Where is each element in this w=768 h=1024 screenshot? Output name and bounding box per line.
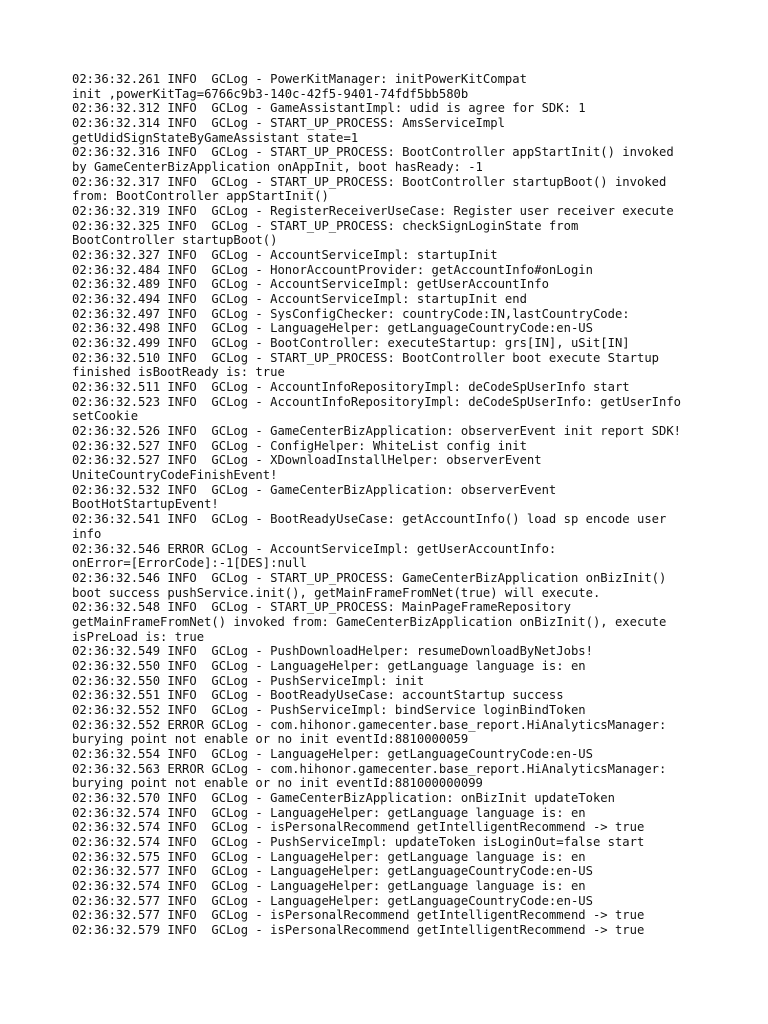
- log-line: 02:36:32.574 INFO GCLog - isPersonalRecommend getIntelligentRecommend -> true: [72, 820, 645, 835]
- log-line: 02:36:32.523 INFO GCLog - AccountInfoRepositoryImpl: deCodeSpUserInfo: getUserInfo: [72, 394, 682, 409]
- log-line: 02:36:32.548 INFO GCLog - START_UP_PROCESS: MainPageFrameRepository: [72, 600, 571, 615]
- log-line: 02:36:32.577 INFO GCLog - isPersonalRecommend getIntelligentRecommend -> true: [72, 908, 645, 923]
- log-line: 02:36:32.574 INFO GCLog - LanguageHelper: getLanguage language is: en: [72, 878, 586, 893]
- log-line: 02:36:32.550 INFO GCLog - LanguageHelper: getLanguage language is: en: [72, 658, 586, 673]
- log-line: 02:36:32.574 INFO GCLog - PushServiceImpl: updateToken isLoginOut=false start: [72, 834, 645, 849]
- log-line: 02:36:32.316 INFO GCLog - START_UP_PROCESS: BootController appStartInit() invoked: [72, 145, 674, 160]
- log-line: 02:36:32.546 ERROR GCLog - AccountServiceImpl: getUserAccountInfo:: [72, 541, 557, 556]
- log-line: 02:36:32.497 INFO GCLog - SysConfigChecker: countryCode:IN,lastCountryCode:: [72, 306, 630, 321]
- log-line: 02:36:32.319 INFO GCLog - RegisterReceiverUseCase: Register user receiver execute: [72, 204, 674, 219]
- log-line: 02:36:32.532 INFO GCLog - GameCenterBizApplication: observerEvent: [72, 482, 557, 497]
- log-line: UniteCountryCodeFinishEvent!: [72, 468, 278, 483]
- log-line: 02:36:32.325 INFO GCLog - START_UP_PROCESS: checkSignLoginState from: [72, 218, 579, 233]
- log-line: finished isBootReady is: true: [72, 365, 285, 380]
- log-line: 02:36:32.563 ERROR GCLog - com.hihonor.gamecenter.base_report.HiAnalyticsManager:: [72, 761, 667, 776]
- log-line: onError=[ErrorCode]:-1[DES]:null: [72, 556, 307, 571]
- log-line: info: [72, 526, 102, 541]
- log-line: BootController startupBoot(): [72, 233, 278, 248]
- log-line: init ,powerKitTag=6766c9b3-140c-42f5-9401-74fdf5bb580b: [72, 86, 469, 101]
- log-line: 02:36:32.489 INFO GCLog - AccountServiceImpl: getUserAccountInfo: [72, 277, 549, 292]
- log-line: 02:36:32.261 INFO GCLog - PowerKitManager: initPowerKitCompat: [72, 72, 527, 86]
- log-line: 02:36:32.570 INFO GCLog - GameCenterBizApplication: onBizInit updateToken: [72, 790, 615, 805]
- log-line: 02:36:32.511 INFO GCLog - AccountInfoRepositoryImpl: deCodeSpUserInfo start: [72, 380, 630, 395]
- log-line: 02:36:32.552 INFO GCLog - PushServiceImpl: bindService loginBindToken: [72, 702, 586, 717]
- log-line: 02:36:32.579 INFO GCLog - isPersonalRecommend getIntelligentRecommend -> true: [72, 922, 645, 937]
- log-line: BootHotStartupEvent!: [72, 497, 219, 512]
- log-line: 02:36:32.550 INFO GCLog - PushServiceImpl: init: [72, 673, 425, 688]
- log-line: 02:36:32.510 INFO GCLog - START_UP_PROCESS: BootController boot execute Startup: [72, 350, 659, 365]
- log-line: 02:36:32.577 INFO GCLog - LanguageHelper: getLanguageCountryCode:en-US: [72, 893, 593, 908]
- log-line: setCookie: [72, 409, 139, 424]
- log-line: 02:36:32.546 INFO GCLog - START_UP_PROCESS: GameCenterBizApplication onBizInit(): [72, 570, 667, 585]
- log-line: 02:36:32.526 INFO GCLog - GameCenterBizApplication: observerEvent init report SDK!: [72, 424, 682, 439]
- log-line: 02:36:32.554 INFO GCLog - LanguageHelper: getLanguageCountryCode:en-US: [72, 746, 593, 761]
- log-line: boot success pushService.init(), getMainFrameFromNet(true) will execute.: [72, 585, 601, 600]
- log-line: 02:36:32.574 INFO GCLog - LanguageHelper: getLanguage language is: en: [72, 805, 586, 820]
- log-line: 02:36:32.551 INFO GCLog - BootReadyUseCase: accountStartup success: [72, 688, 564, 703]
- log-line: 02:36:32.541 INFO GCLog - BootReadyUseCase: getAccountInfo() load sp encode user: [72, 512, 667, 527]
- log-line: getMainFrameFromNet() invoked from: GameCenterBizApplication onBizInit(), execute: [72, 614, 667, 629]
- log-line: 02:36:32.498 INFO GCLog - LanguageHelper: getLanguageCountryCode:en-US: [72, 321, 593, 336]
- log-line: 02:36:32.312 INFO GCLog - GameAssistantImpl: udid is agree for SDK: 1: [72, 101, 586, 116]
- log-line: burying point not enable or no init eventId:881000000099: [72, 776, 483, 791]
- log-line: 02:36:32.552 ERROR GCLog - com.hihonor.gamecenter.base_report.HiAnalyticsManager:: [72, 717, 667, 732]
- log-line: 02:36:32.527 INFO GCLog - ConfigHelper: WhiteList config init: [72, 438, 527, 453]
- log-line: getUdidSignStateByGameAssistant state=1: [72, 130, 359, 145]
- log-line: 02:36:32.527 INFO GCLog - XDownloadInstallHelper: observerEvent: [72, 453, 542, 468]
- log-line: 02:36:32.314 INFO GCLog - START_UP_PROCESS: AmsServiceImpl: [72, 116, 505, 131]
- log-line: 02:36:32.577 INFO GCLog - LanguageHelper: getLanguageCountryCode:en-US: [72, 864, 593, 879]
- log-line: 02:36:32.499 INFO GCLog - BootController: executeStartup: grs[IN], uSit[IN]: [72, 336, 630, 351]
- log-line: 02:36:32.484 INFO GCLog - HonorAccountProvider: getAccountInfo#onLogin: [72, 262, 593, 277]
- log-line: burying point not enable or no init eventId:8810000059: [72, 732, 469, 747]
- log-line: 02:36:32.494 INFO GCLog - AccountServiceImpl: startupInit end: [72, 292, 527, 307]
- log-line: from: BootController appStartInit(): [72, 189, 329, 204]
- log-line: 02:36:32.327 INFO GCLog - AccountServiceImpl: startupInit: [72, 248, 498, 263]
- log-document: [72, 72, 712, 938]
- log-line: by GameCenterBizApplication onAppInit, boot hasReady: -1: [72, 160, 483, 175]
- log-line: isPreLoad is: true: [72, 629, 205, 644]
- log-line: 02:36:32.575 INFO GCLog - LanguageHelper: getLanguage language is: en: [72, 849, 586, 864]
- log-line: 02:36:32.549 INFO GCLog - PushDownloadHelper: resumeDownloadByNetJobs!: [72, 644, 593, 659]
- log-line: 02:36:32.317 INFO GCLog - START_UP_PROCESS: BootController startupBoot() invoked: [72, 174, 667, 189]
